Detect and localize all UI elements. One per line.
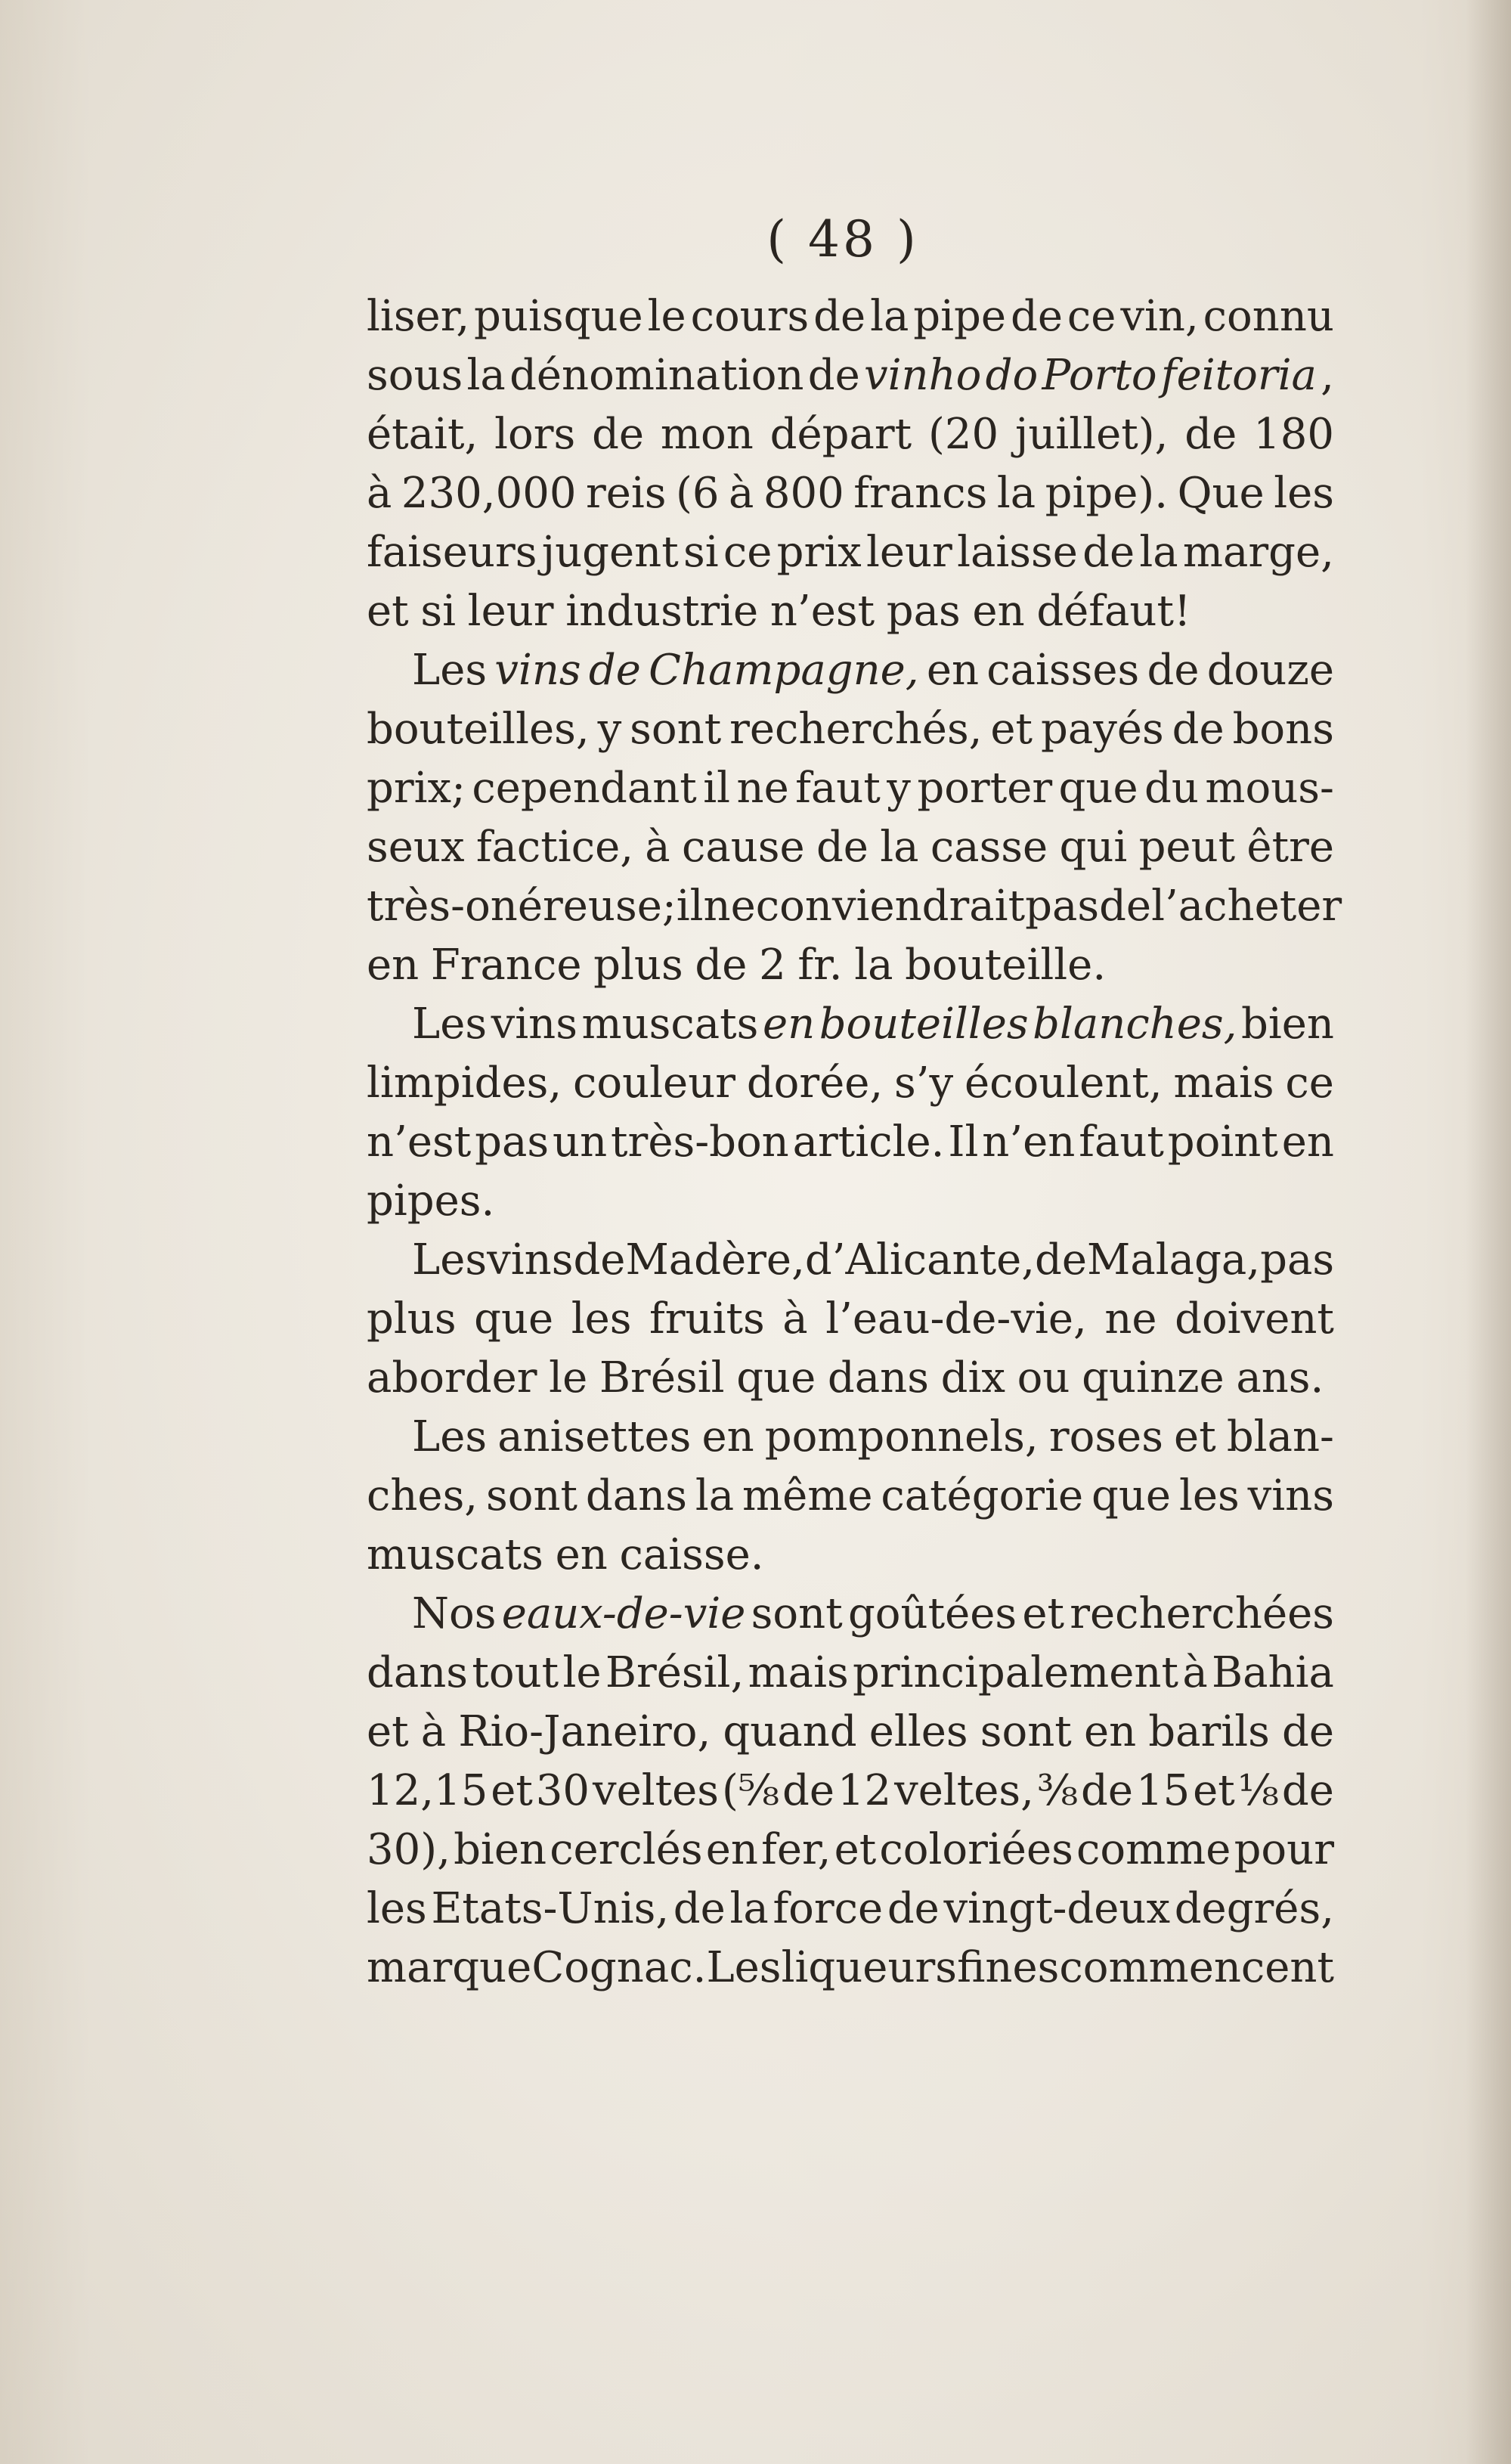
word: et bbox=[367, 587, 409, 636]
word: liser, bbox=[367, 292, 470, 341]
text-line bbox=[367, 818, 1334, 877]
word: conviendrait bbox=[755, 882, 1026, 931]
text-line bbox=[367, 582, 1334, 641]
word: pas bbox=[1260, 1235, 1335, 1285]
word: de bbox=[1081, 1766, 1134, 1815]
word: et bbox=[1174, 1412, 1216, 1461]
word: ches, bbox=[367, 1471, 478, 1520]
text-line bbox=[367, 1585, 1334, 1644]
word: à bbox=[645, 823, 670, 872]
word: ⅛ bbox=[1237, 1766, 1279, 1815]
word: mon bbox=[660, 410, 754, 459]
word: (⅝ bbox=[721, 1766, 780, 1815]
word: (20 bbox=[928, 410, 999, 459]
word: Madère, bbox=[625, 1235, 805, 1285]
word: pipes. bbox=[367, 1176, 495, 1226]
word: dénomination bbox=[509, 351, 804, 400]
word: commencent bbox=[1059, 1943, 1334, 1992]
word: cours bbox=[690, 292, 810, 341]
word: fer, bbox=[761, 1825, 831, 1874]
text-line bbox=[367, 877, 1342, 936]
word: goûtées bbox=[847, 1589, 1017, 1638]
text-line bbox=[367, 464, 1334, 523]
word: muscats bbox=[581, 1000, 759, 1049]
word: recherchées bbox=[1070, 1589, 1334, 1638]
word: départ bbox=[769, 410, 912, 459]
word: en bbox=[367, 941, 420, 990]
word: caisses bbox=[986, 646, 1140, 695]
word: les bbox=[1178, 1471, 1240, 1520]
page-number: ( 48 ) bbox=[766, 210, 919, 268]
word: ne bbox=[703, 882, 756, 931]
word: en bbox=[762, 1000, 816, 1049]
word: principalement bbox=[853, 1648, 1178, 1697]
text-line bbox=[367, 1644, 1334, 1703]
word: pipe bbox=[913, 292, 1007, 341]
text-line bbox=[367, 1408, 1334, 1467]
word: plus bbox=[593, 941, 683, 990]
word: casse bbox=[930, 823, 1048, 872]
word: , bbox=[1321, 351, 1334, 400]
word: puisque bbox=[474, 292, 643, 341]
word: être bbox=[1246, 823, 1334, 872]
word: bouteille. bbox=[905, 941, 1107, 990]
word: porter bbox=[917, 764, 1053, 813]
text-line bbox=[367, 1113, 1334, 1172]
text-line bbox=[367, 1762, 1334, 1821]
word: bien bbox=[454, 1825, 547, 1874]
word: en bbox=[972, 587, 1025, 636]
word: quinze bbox=[1082, 1353, 1225, 1402]
word: anisettes bbox=[497, 1412, 692, 1461]
word: ce bbox=[1285, 1058, 1334, 1108]
word: mais bbox=[1173, 1058, 1274, 1108]
word: juillet), bbox=[1014, 410, 1169, 459]
word: faut bbox=[795, 764, 881, 813]
word: (6 bbox=[676, 469, 720, 518]
word: vins bbox=[1247, 1471, 1334, 1520]
text-line bbox=[367, 936, 1334, 995]
word: do bbox=[985, 351, 1039, 400]
text-line bbox=[367, 287, 1334, 346]
word: de bbox=[1010, 292, 1063, 341]
word: quand bbox=[723, 1707, 857, 1756]
word: la bbox=[870, 292, 909, 341]
word: Porto bbox=[1042, 351, 1157, 400]
word: couleur bbox=[573, 1058, 736, 1108]
text-line bbox=[367, 1054, 1334, 1113]
word: dans bbox=[585, 1471, 687, 1520]
word: marque bbox=[367, 1943, 532, 1992]
word: et bbox=[367, 1707, 409, 1756]
word: article. bbox=[792, 1117, 945, 1167]
word: coloriées bbox=[879, 1825, 1073, 1874]
word: de bbox=[592, 410, 645, 459]
word: dix bbox=[940, 1353, 1005, 1402]
word: 230,000 bbox=[401, 469, 577, 518]
word: ne bbox=[1104, 1294, 1157, 1344]
word: un bbox=[553, 1117, 608, 1167]
word: douze bbox=[1206, 646, 1334, 695]
word: à bbox=[1182, 1648, 1208, 1697]
word: jugent bbox=[541, 528, 679, 577]
word: vins bbox=[494, 646, 581, 695]
word: les bbox=[367, 1884, 427, 1933]
text-line bbox=[367, 405, 1334, 464]
word: Les bbox=[412, 1000, 488, 1049]
word: n’est bbox=[367, 1117, 472, 1167]
word: vingt-deux bbox=[943, 1884, 1171, 1933]
text-line bbox=[367, 700, 1334, 759]
word: n’est bbox=[769, 587, 875, 636]
word: elles bbox=[869, 1707, 968, 1756]
word: Nos bbox=[412, 1589, 497, 1638]
word: pas bbox=[475, 1117, 550, 1167]
text-line bbox=[367, 1526, 1334, 1585]
word: Les bbox=[412, 646, 488, 695]
word: dans bbox=[827, 1353, 929, 1402]
word: en bbox=[1281, 1117, 1334, 1167]
word: cependant bbox=[472, 764, 697, 813]
word: Bahia bbox=[1212, 1648, 1334, 1697]
word: de bbox=[1281, 1766, 1334, 1815]
word: de bbox=[813, 292, 866, 341]
word: liqueurs bbox=[781, 1943, 958, 1992]
text-line bbox=[367, 1349, 1334, 1408]
word: de bbox=[1282, 1707, 1334, 1756]
word: de bbox=[573, 1235, 626, 1285]
word: Malaga, bbox=[1087, 1235, 1261, 1285]
word: pas bbox=[1025, 882, 1100, 931]
word: vins bbox=[487, 1235, 574, 1285]
word: connu bbox=[1203, 292, 1334, 341]
word: que bbox=[1058, 764, 1138, 813]
word: si bbox=[420, 587, 456, 636]
word: faiseurs bbox=[367, 528, 537, 577]
word: 12,15 bbox=[367, 1766, 488, 1815]
word: 30 bbox=[535, 1766, 590, 1815]
word: pour bbox=[1234, 1825, 1334, 1874]
word: de bbox=[1082, 528, 1135, 577]
word: prix bbox=[776, 528, 862, 577]
word: doivent bbox=[1175, 1294, 1334, 1344]
text-line bbox=[367, 346, 1334, 405]
word: en bbox=[705, 1825, 758, 1874]
word: Que bbox=[1177, 469, 1265, 518]
word: sont bbox=[630, 705, 722, 754]
word: aborder bbox=[367, 1353, 537, 1402]
word: de bbox=[1147, 646, 1200, 695]
word: factice, bbox=[475, 823, 634, 872]
text-line bbox=[367, 1703, 1334, 1762]
word: et bbox=[834, 1825, 877, 1874]
word: en bbox=[701, 1412, 754, 1461]
word: pipe). bbox=[1045, 469, 1169, 518]
word: la bbox=[695, 1471, 735, 1520]
word: lors bbox=[494, 410, 576, 459]
word: de bbox=[673, 1884, 726, 1933]
text-line bbox=[367, 1821, 1334, 1880]
word: la bbox=[1139, 528, 1178, 577]
word: dans bbox=[367, 1648, 469, 1697]
word: blan- bbox=[1226, 1412, 1334, 1461]
word: payés bbox=[1040, 705, 1164, 754]
word: l’acheter bbox=[1151, 882, 1342, 931]
word: la bbox=[729, 1884, 769, 1933]
word: ans. bbox=[1236, 1353, 1324, 1402]
word: 30), bbox=[367, 1825, 451, 1874]
word: point bbox=[1167, 1117, 1278, 1167]
word: leur bbox=[467, 587, 554, 636]
text-line bbox=[367, 1290, 1334, 1349]
word: le bbox=[549, 1353, 588, 1402]
word: Il bbox=[948, 1117, 979, 1167]
word: prix; bbox=[367, 764, 466, 813]
word: bien bbox=[1240, 1000, 1334, 1049]
text-line bbox=[367, 523, 1334, 582]
word: faut bbox=[1079, 1117, 1164, 1167]
word: de bbox=[887, 1884, 940, 1933]
word: si bbox=[683, 528, 719, 577]
word: la bbox=[466, 351, 506, 400]
word: de bbox=[1035, 1235, 1088, 1285]
word: mais bbox=[748, 1648, 849, 1697]
word: dorée, bbox=[746, 1058, 884, 1108]
word: fruits bbox=[649, 1294, 765, 1344]
word: pas bbox=[886, 587, 961, 636]
word: vin, bbox=[1120, 292, 1199, 341]
word: à bbox=[782, 1294, 808, 1344]
word: leur bbox=[865, 528, 952, 577]
word: que bbox=[736, 1353, 816, 1402]
word: peut bbox=[1138, 823, 1236, 872]
word: sont bbox=[980, 1707, 1072, 1756]
text-line bbox=[367, 995, 1334, 1054]
word: d’Alicante, bbox=[804, 1235, 1036, 1285]
word: bouteilles, bbox=[367, 705, 590, 754]
word: de bbox=[1184, 410, 1237, 459]
text-line bbox=[367, 1172, 1334, 1231]
word: la bbox=[996, 469, 1036, 518]
word: muscats bbox=[367, 1530, 543, 1579]
word: bouteilles bbox=[819, 1000, 1029, 1049]
word: 2 bbox=[759, 941, 786, 990]
word: qui bbox=[1059, 823, 1128, 872]
word: laisse bbox=[957, 528, 1078, 577]
word: ce bbox=[723, 528, 773, 577]
word: Les bbox=[412, 1235, 488, 1285]
word: comme bbox=[1076, 1825, 1231, 1874]
word: 15 bbox=[1135, 1766, 1191, 1815]
word: de bbox=[695, 941, 748, 990]
word: du bbox=[1144, 764, 1199, 813]
text-line bbox=[367, 1880, 1334, 1939]
word: que bbox=[1091, 1471, 1172, 1520]
word: Brésil bbox=[599, 1353, 725, 1402]
word: la bbox=[880, 823, 919, 872]
word: même bbox=[742, 1471, 873, 1520]
word: blanches, bbox=[1033, 1000, 1237, 1049]
word: francs bbox=[853, 469, 988, 518]
word: de bbox=[588, 646, 641, 695]
word: Les bbox=[412, 1412, 488, 1461]
word: de bbox=[1172, 705, 1225, 754]
word: industrie bbox=[565, 587, 759, 636]
word: et bbox=[1022, 1589, 1065, 1638]
word: en bbox=[1083, 1707, 1137, 1756]
word: Cognac. bbox=[531, 1943, 707, 1992]
word: n’en bbox=[982, 1117, 1076, 1167]
word: Etats-Unis, bbox=[431, 1884, 670, 1933]
word: 800 bbox=[763, 469, 844, 518]
word: et bbox=[1193, 1766, 1235, 1815]
word: plus bbox=[367, 1294, 457, 1344]
word: de bbox=[816, 823, 869, 872]
word: à bbox=[367, 469, 392, 518]
word: ⅜ bbox=[1036, 1766, 1079, 1815]
word: eaux-de-vie bbox=[501, 1589, 746, 1638]
word: limpides, bbox=[367, 1058, 562, 1108]
word: le bbox=[647, 292, 686, 341]
word: caisse. bbox=[619, 1530, 764, 1579]
word: l’eau-de-vie, bbox=[825, 1294, 1087, 1344]
word: et bbox=[491, 1766, 533, 1815]
word: le bbox=[562, 1648, 602, 1697]
word: et bbox=[990, 705, 1033, 754]
word: Les bbox=[706, 1943, 782, 1992]
word: vins bbox=[491, 1000, 577, 1049]
word: recherchés, bbox=[729, 705, 983, 754]
word: écoulent, bbox=[964, 1058, 1163, 1108]
word: degrés, bbox=[1174, 1884, 1334, 1933]
word: ne bbox=[736, 764, 789, 813]
word: de bbox=[807, 351, 860, 400]
text-line bbox=[367, 1939, 1334, 1998]
word: ou bbox=[1017, 1353, 1070, 1402]
word: fr. bbox=[797, 941, 843, 990]
word: y bbox=[887, 764, 911, 813]
word: seux bbox=[367, 823, 465, 872]
word: marge, bbox=[1182, 528, 1334, 577]
word: roses bbox=[1048, 1412, 1163, 1461]
body-text bbox=[367, 287, 1342, 1998]
word: de bbox=[782, 1766, 834, 1815]
word: catégorie bbox=[881, 1471, 1084, 1520]
word: à bbox=[420, 1707, 447, 1756]
word: 12 bbox=[837, 1766, 892, 1815]
word: pomponnels, bbox=[764, 1412, 1039, 1461]
word: veltes bbox=[592, 1766, 720, 1815]
word: sont bbox=[485, 1471, 578, 1520]
word: était, bbox=[367, 410, 478, 459]
word: les bbox=[1274, 469, 1334, 518]
word: 180 bbox=[1253, 410, 1334, 459]
word: fines bbox=[957, 1943, 1060, 1992]
word: sont bbox=[751, 1589, 843, 1638]
word: très-onéreuse; bbox=[367, 882, 677, 931]
word: veltes, bbox=[894, 1766, 1034, 1815]
word: tout bbox=[472, 1648, 559, 1697]
word: Rio-Janeiro, bbox=[458, 1707, 711, 1756]
word: y bbox=[597, 705, 622, 754]
word: cause bbox=[681, 823, 805, 872]
word: cerclés bbox=[550, 1825, 703, 1874]
word: très-bon bbox=[611, 1117, 789, 1167]
word: il bbox=[676, 882, 704, 931]
word: en bbox=[926, 646, 980, 695]
word: bons bbox=[1232, 705, 1334, 754]
text-line bbox=[367, 1231, 1334, 1290]
word: défaut! bbox=[1036, 587, 1191, 636]
word: sous bbox=[367, 351, 463, 400]
word: feitoria bbox=[1160, 351, 1317, 400]
word: reis bbox=[585, 469, 667, 518]
text-line bbox=[367, 759, 1334, 818]
word: vinho bbox=[864, 351, 982, 400]
word: mous- bbox=[1205, 764, 1334, 813]
word: France bbox=[430, 941, 582, 990]
text-line bbox=[367, 1467, 1334, 1526]
text-line bbox=[367, 641, 1334, 700]
word: s’y bbox=[894, 1058, 954, 1108]
word: de bbox=[1099, 882, 1152, 931]
word: ce bbox=[1067, 292, 1116, 341]
word: barils bbox=[1148, 1707, 1270, 1756]
word: les bbox=[571, 1294, 632, 1344]
word: force bbox=[773, 1884, 884, 1933]
page-edge-shadow bbox=[1466, 0, 1511, 2464]
word: il bbox=[703, 764, 731, 813]
word: en bbox=[555, 1530, 608, 1579]
word: à bbox=[729, 469, 754, 518]
word: Champagne, bbox=[649, 646, 919, 695]
word: que bbox=[474, 1294, 554, 1344]
word: Brésil, bbox=[605, 1648, 745, 1697]
word: la bbox=[854, 941, 893, 990]
